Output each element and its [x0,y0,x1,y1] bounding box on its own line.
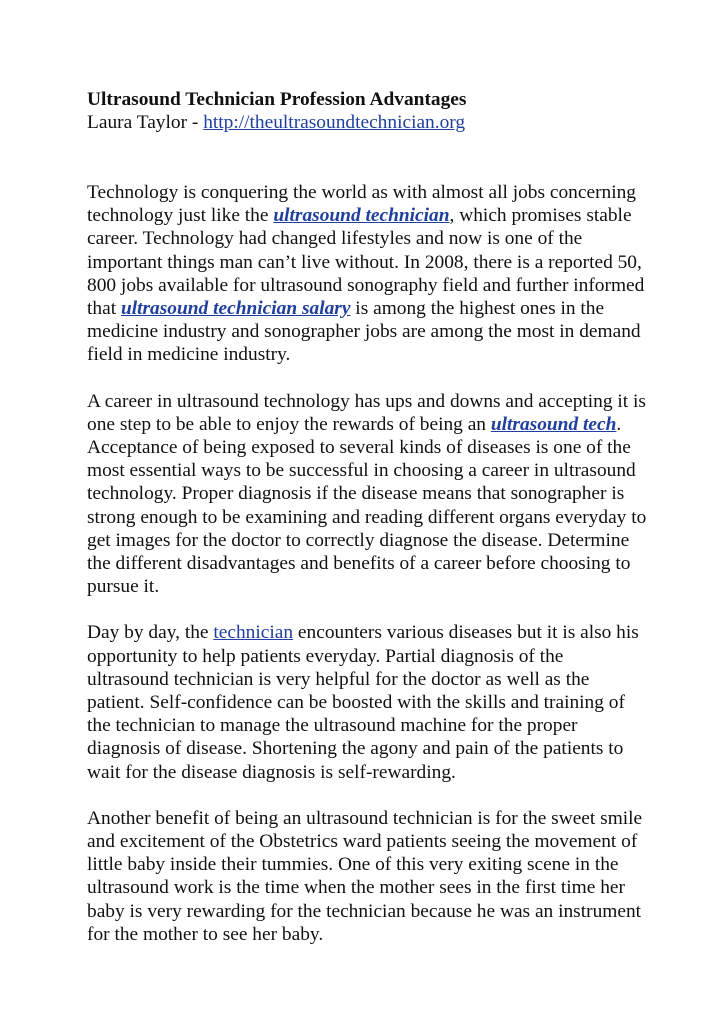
paragraph-2-text-a: A career in ultrasound technology has ups and downs and accepting it is one step to be able to enjoy the rewards of being an [87,390,646,435]
ultrasound-technician-link[interactable]: ultrasound technician [273,205,450,227]
paragraph-3-text-b: encounters various diseases but it is also his opportunity to help patients everyday. Partial diagnosis of the ultrasound technician is very helpful for the doctor as well as the patient. Self-confidence can be boosted with the skills and training of the technician to manage the ultrasound machine for the proper diagnosis of disease. Shortening the agony and pain of the patients to wait for the disease diagnosis is self-rewarding. [87,622,639,783]
paragraph-4: Another benefit of being an ultrasound technician is for the sweet smile and excitement of the Obstetrics ward patients seeing the movement of little baby inside their tummies. One of this very exiting scene in the ultrasound work is the time when the mother sees in the first time her baby is very rewarding for the technician because he was an instrument for the mother to see her baby. [87,807,643,945]
author-website-link[interactable]: http://theultrasoundtechnician.org [203,112,466,133]
paragraph-3 [87,621,648,783]
paragraph-3-text-a: Day by day, the [87,622,214,644]
paragraph-1 [87,181,648,367]
paragraph-2-text-b: . Acceptance of being exposed to several kinds of diseases is one of the most essential ways to be successful in choosing a career in ultrasound technology. Proper diagnosis if the disease means that sonographer is strong enough to be examining and reading different organs everyday to get images for the doctor to correctly diagnose the disease. Determine the different disadvantages and benefits of a career before choosing to pursue it. [87,413,647,598]
technician-link[interactable]: technician [213,622,294,644]
ultrasound-technician-salary-link[interactable]: ultrasound technician salary [120,298,351,320]
paragraph-1-text-c: is among the highest ones in the medicine industry and sonographer jobs are among the most in demand field in medicine industry. [87,298,641,366]
paragraph-1-text-b: , which promises stable career. Technology had changed lifestyles and now is one of the important things man can’t live without. In 2008, there is a reported 50, 800 jobs available for ultrasound sonography field and further informed that [87,205,645,320]
paragraph-1-text-a: Technology is conquering the world as with almost all jobs concerning technology just like the [87,182,637,227]
byline [87,111,648,134]
ultrasound-tech-link[interactable]: ultrasound tech [490,413,617,435]
paragraph-2 [87,390,648,599]
author-name: Laura Taylor - [87,112,204,133]
document-title: Ultrasound Technician Profession Advantages [87,89,467,110]
